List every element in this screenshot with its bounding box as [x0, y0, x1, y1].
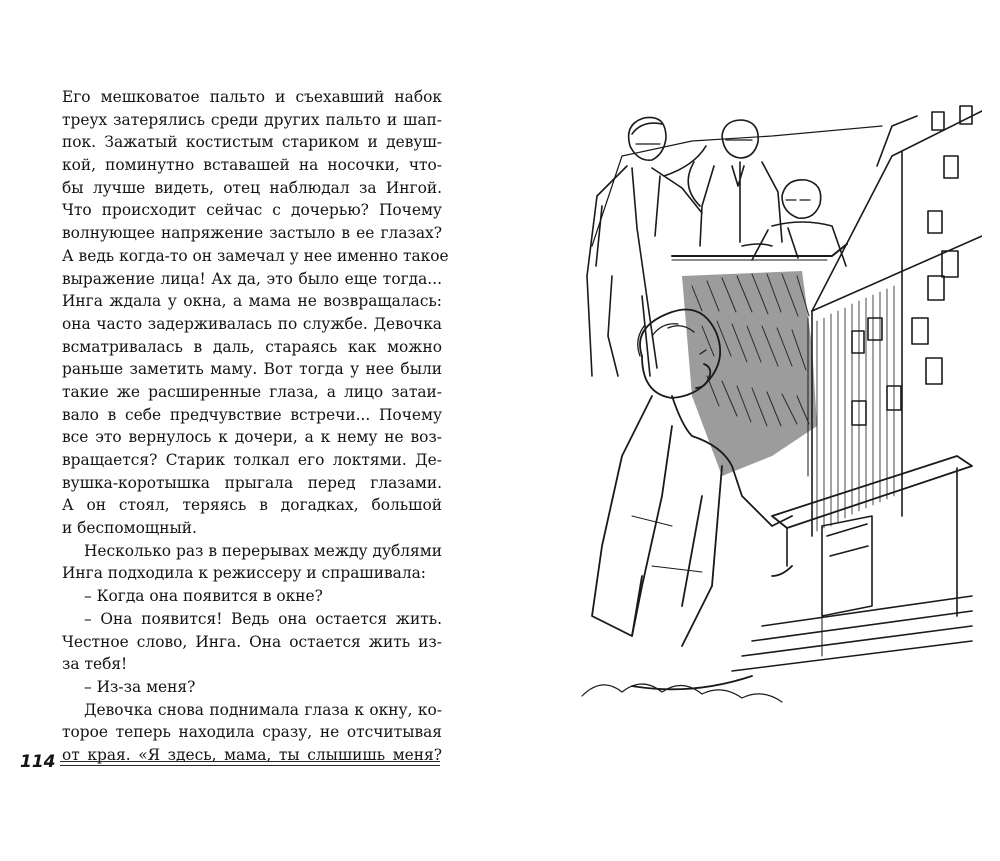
text-line: такие же расширенные глаза, а лицо затаи-: [62, 382, 442, 401]
text-line: А он стоял, теряясь в догадках, большой: [62, 496, 442, 515]
text-line: Его мешковатое пальто и съехавший набок: [62, 88, 442, 106]
ground-cloud: [582, 684, 782, 702]
text-line: Честное слово, Инга. Она остается жить из-: [62, 632, 442, 651]
page-number: 114: [20, 752, 56, 772]
footer-rule: [60, 765, 440, 766]
text-line: бы лучше видеть, отец наблюдал за Ингой.: [62, 178, 442, 197]
text-line: всматривалась в даль, стараясь как можно: [62, 337, 442, 356]
page-footer: [20, 752, 440, 776]
text-line: пок. Зажатый костистым стариком и девуш-: [62, 133, 442, 152]
text-line: раньше заметить маму. Вот тогда у нее были: [62, 360, 442, 379]
illustration: [572, 96, 982, 718]
body-text: [62, 86, 449, 767]
text-line: Девочка снова поднимала глаза к окну, ко-: [84, 700, 442, 719]
text-line: и беспомощный.: [62, 519, 197, 538]
text-line: Инга ждала у окна, а мама не возвращалась:: [62, 292, 442, 311]
dark-sky-hatching: [682, 271, 817, 476]
text-line: волнующее напряжение застыло в ее глазах?: [62, 224, 442, 243]
building-windows: [852, 106, 972, 425]
text-line: треух затерялись среди других пальто и шап-: [62, 110, 442, 129]
text-line: она часто задерживалась по службе. Девочка: [62, 314, 442, 333]
text-line: торое теперь находила сразу, не отсчитывая: [62, 723, 442, 742]
text-line: Что происходит сейчас с дочерью? Почему: [62, 201, 442, 220]
text-line: все это вернулось к дочери, а к нему не воз-: [62, 428, 442, 447]
text-line: Несколько раз в перерывах между дублями: [84, 541, 442, 560]
dialogue-line: – Она появится! Ведь она остается жить.: [84, 609, 442, 628]
text-line: вало в себе предчувствие встречи... Почему: [62, 405, 442, 424]
text-line: А ведь когда-то он замечал у нее именно такое: [62, 246, 449, 265]
text-line: выражение лица! Ах да, это было еще тогда...: [62, 269, 442, 288]
text-line: от края. «Я здесь, мама, ты слышишь меня?: [62, 745, 442, 764]
dialogue-line: – Когда она появится в окне?: [84, 587, 323, 606]
text-line: вращается? Старик толкал его локтями. Де-: [62, 451, 442, 469]
footer-rule: [60, 761, 440, 762]
text-line: Инга подходила к режиссеру и спрашивала:: [62, 564, 426, 583]
text-line: вушка-коротышка прыгала перед глазами.: [62, 473, 442, 492]
text-line: кой, поминутно вставашей на носочки, что-: [62, 156, 442, 175]
dialogue-line: – Из-за меня?: [84, 677, 196, 696]
text-line: за тебя!: [62, 655, 128, 674]
